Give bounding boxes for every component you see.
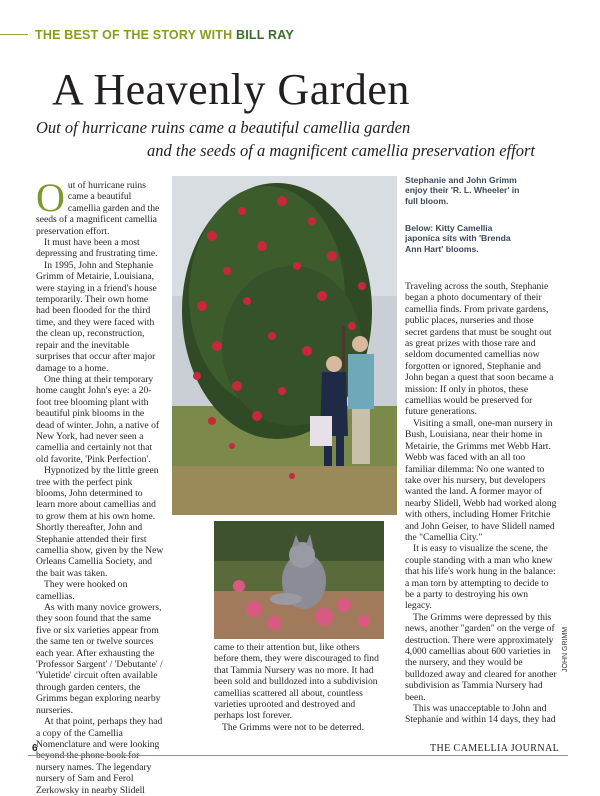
page-number: 6 [32, 743, 38, 754]
article-title: A Heavenly Garden [52, 65, 410, 114]
subtitle-line-1: Out of hurricane ruins came a beautiful camellia garden [36, 118, 411, 137]
footer-rule [28, 755, 568, 756]
article-column-1 [36, 175, 164, 796]
subtitle-line-2: and the seeds of a magnificent camellia preservation effort [147, 141, 535, 160]
paragraph: Visiting a small, one-man nursery in Bush, Louisiana, near their home in Metairie, the Grimms met Webb Hart. Webb was faced with an all too familiar dilemma: No one wanted to take over his nursery, but developers wanted the land. A former mayor of nearby Slidell, Webb had worked along with others, including Homer Fritchie and John Geiser, to have Slidell named the "Camellia City." [405, 417, 557, 543]
paragraph: This was unacceptable to John and Stephanie and within 14 days, they had [405, 703, 556, 726]
kitty-camellia-photo [214, 521, 384, 639]
journal-name: THE CAMELLIA JOURNAL [430, 743, 560, 754]
paragraph: came to their attention but, like others before them, they were discouraged to find that Tammia Nursery was no more. It had been sold and bulldozed into a subdivision camellias scattered all about, countless varieties uprooted and destroyed and perhaps lost forever. [214, 642, 379, 722]
paragraph: It is easy to visualize the scene, the couple standing with a man who knew that his life's work hung in the balance: a man torn by attempting to decide to be a party to destroying his own legacy. [405, 543, 556, 612]
paragraph: At that point, perhaps they had a copy of the Camellia Nomenclature and were looking nursery names. The legendary nursery of Sam and Ferol Zerkowsky in nearby Slidell [36, 716, 163, 796]
paragraph-text: ut of hurricane ruins came a beautiful camellia garden and the seeds of a magnificent camellia preservation effort. [36, 180, 160, 237]
paragraph: The Grimms were not to be deterred. [222, 721, 364, 733]
kicker-author: BILL RAY [236, 28, 294, 42]
article-column-3 [405, 281, 557, 726]
camellia-tree-photo [172, 176, 397, 515]
paragraph: Traveling across the south, Stephanie began a photo documentary of their camellia finds. From private gardens, public places, nurseries and those secret gardens that must be sought out as great prizes with those rare and seldom documented camellias now forgotten or ignored, Stephanie and John began a quest that soon became a mission: If only in photos, these camellias would be preserved for future generations. [405, 281, 554, 418]
article-column-2 [214, 642, 386, 733]
paragraph: They were hooked on camellias. [36, 579, 128, 602]
paragraph: It must have been a most depressing and frustrating time. [36, 237, 158, 260]
drop-cap: O [36, 175, 65, 220]
photo-credit: JOHN GRIMM [562, 626, 569, 672]
paragraph: As with many novice growers, they soon found that the same five or six varieties appear from the same ten or twelve sources each year. After exhausting the 'Professor Sargent' / 'Debutante' / 'Yuletide' circuit often available through garden centers, the Grimms began exploring nearby nurseries. [36, 602, 163, 716]
paragraph: In 1995, John and Stephanie Grimm of Metairie, Louisiana, were staying in a friend's house temporarily. Their own home had been flooded for the third time, and they were faced with the clean up, reconstruction, repair and the inevitable surprises that occur after major damage to a home. [36, 259, 157, 374]
photo-caption-1: Stephanie and John Grimm enjoy their 'R. L. Wheeler' in full bloom. [405, 175, 520, 206]
paragraph: Hypnotized by the little green tree with the perfect pink blooms, John determined to learn more about camellias and to grow them at his own home. Shortly thereafter, John and Stephanie attended their first camellia show, given by the New Orleans Camellia Society, and the bait was taken. [36, 465, 164, 579]
section-kicker [35, 28, 294, 42]
paragraph: One thing at their temporary home caught John's eye: a 20-foot tree blooming plant with beautiful pink blooms in the dead of winter. John, a native of New York, had never seen a camellia and certainly not that old favorite, 'Pink Perfection'. [36, 373, 160, 465]
paragraph: The Grimms were depressed by this news, another "garden" on the verge of destruction. There were approximately 4,000 camellias about 600 varieties in the nursery, and they would be bulldozed away and cleared for another subdivision as Tammia Nursery had been. [405, 611, 557, 703]
camellia-tree-illustration [172, 176, 397, 515]
paragraph [36, 175, 164, 237]
header-rule [0, 34, 28, 35]
kicker-prefix: THE BEST OF THE STORY WITH [35, 28, 233, 42]
kitty-camellia-illustration [214, 521, 384, 639]
photo-caption-2: Below: Kitty Camellia japonica sits with 'Brenda Ann Hart' blooms. [405, 223, 511, 254]
